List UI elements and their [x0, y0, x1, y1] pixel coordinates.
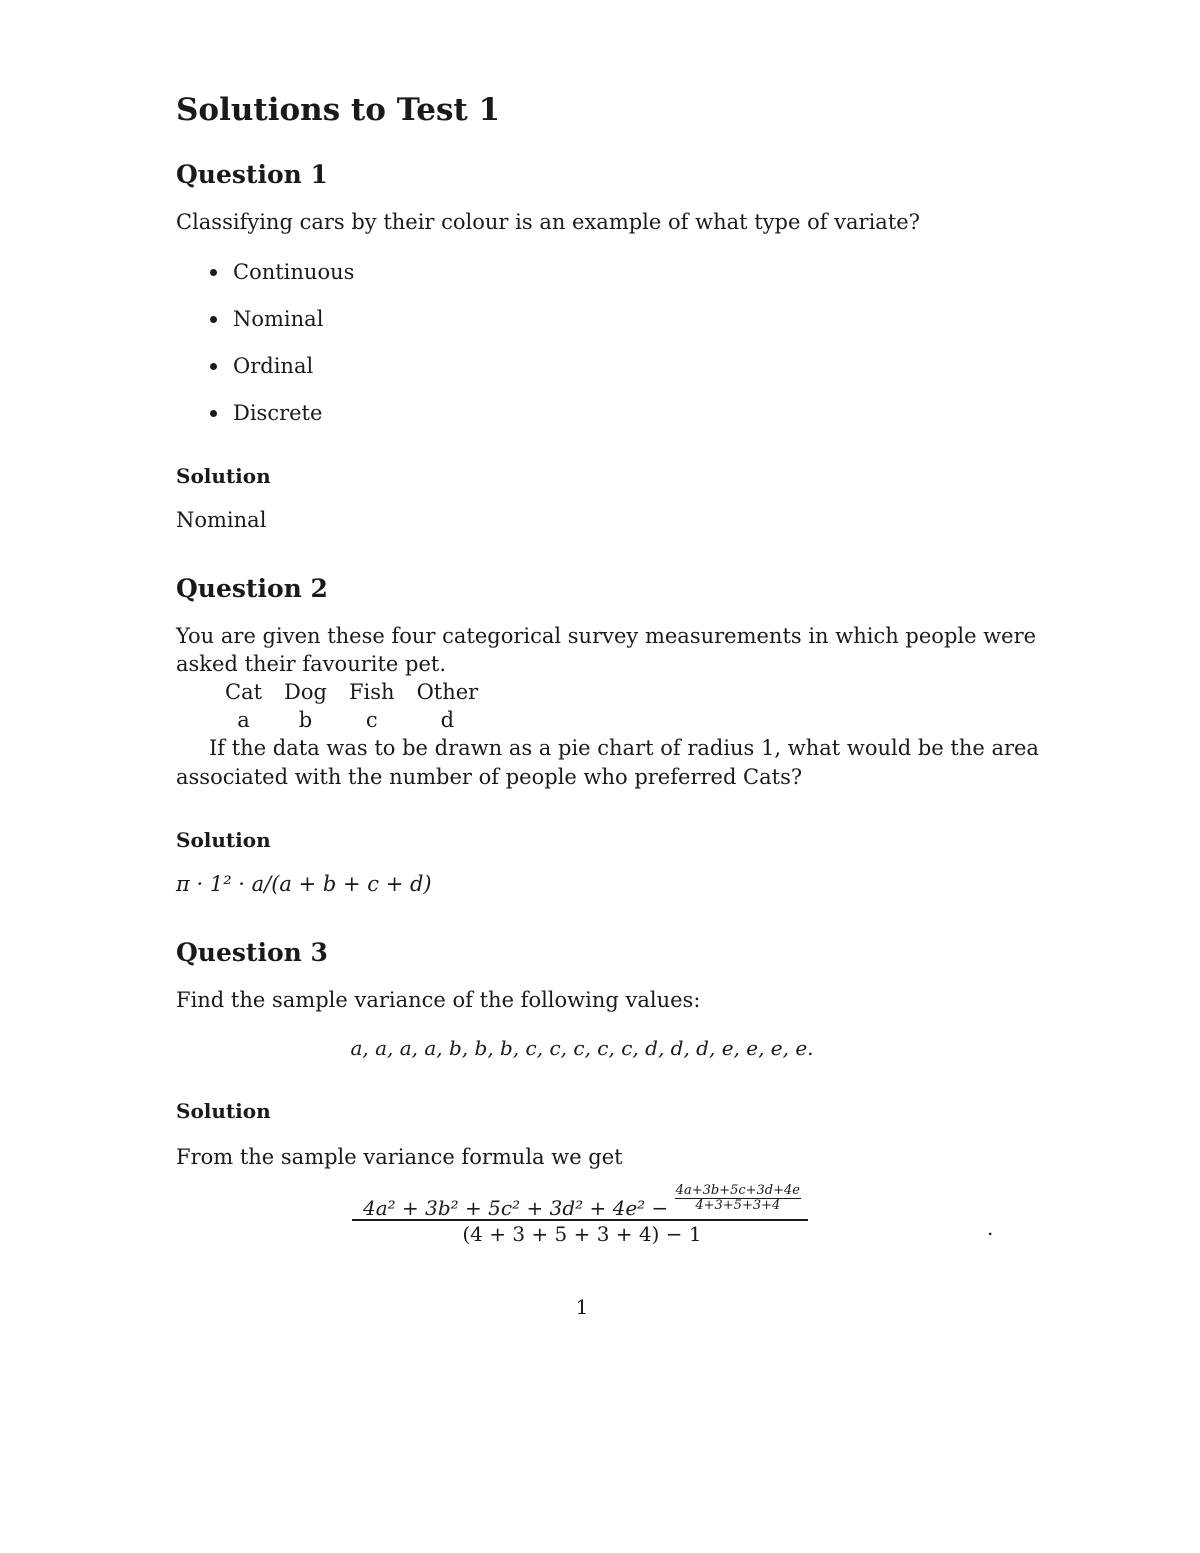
table-cell: d	[440, 708, 455, 732]
bullet-icon	[210, 410, 217, 417]
table-row	[214, 706, 489, 734]
question-3-prompt: Find the sample variance of the following values:	[176, 988, 701, 1012]
table-cell: a	[237, 708, 250, 732]
option-label: Continuous	[233, 260, 355, 284]
option-item	[210, 399, 354, 446]
question-1-answer: Nominal	[176, 508, 267, 532]
page-number: 1	[575, 1295, 589, 1319]
option-item	[210, 352, 354, 399]
table-cell: b	[298, 708, 313, 732]
table-header-cell: Cat	[225, 680, 263, 704]
question-1-heading: Question 1	[176, 160, 328, 189]
variance-formula	[352, 1184, 812, 1247]
question-3-solution-text: From the sample variance formula we get	[176, 1145, 623, 1169]
question-2-followup-line-1: If the data was to be drawn as a pie chart of radius 1, what would be the area	[209, 736, 1039, 760]
option-label: Ordinal	[233, 354, 314, 378]
question-2-answer: π · 1² · a/(a + b + c + d)	[176, 872, 432, 896]
fraction-bar	[352, 1219, 808, 1221]
question-3-values: a, a, a, a, b, b, b, c, c, c, c, c, d, d, d, e, e, e, e.	[350, 1036, 814, 1060]
question-1-options	[210, 258, 354, 446]
table-header-cell: Other	[416, 680, 479, 704]
bullet-icon	[210, 363, 217, 370]
question-2-prompt-line-2: asked their favourite pet.	[176, 652, 446, 676]
formula-denominator: (4 + 3 + 5 + 3 + 4) − 1	[462, 1222, 702, 1246]
question-2-prompt-line-1: You are given these four categorical survey measurements in which people were	[176, 624, 1037, 648]
bullet-icon	[210, 269, 217, 276]
option-item	[210, 305, 354, 352]
question-3-solution-heading: Solution	[176, 1099, 271, 1123]
page-title: Solutions to Test 1	[176, 92, 501, 128]
formula-inner-numerator: 4a+3b+5c+3d+4e	[675, 1183, 800, 1198]
bullet-icon	[210, 316, 217, 323]
question-1-solution-heading: Solution	[176, 464, 271, 488]
formula-numerator	[352, 1183, 812, 1220]
formula-inner-denominator: 4+3+5+3+4	[695, 1198, 781, 1213]
option-label: Nominal	[233, 307, 324, 331]
question-2-followup-line-2: associated with the number of people who preferred Cats?	[176, 765, 803, 789]
question-2-solution-heading: Solution	[176, 828, 271, 852]
table-cell: c	[365, 708, 378, 732]
pet-table	[214, 678, 489, 734]
table-header-cell: Fish	[348, 680, 395, 704]
question-3-heading: Question 3	[176, 938, 328, 967]
formula-inner-fraction	[675, 1184, 801, 1213]
table-row	[214, 678, 489, 706]
table-header-cell: Dog	[284, 680, 327, 704]
formula-numerator-main: 4a² + 3b² + 5c² + 3d² + 4e² −	[363, 1196, 669, 1220]
question-1-prompt: Classifying cars by their colour is an example of what type of variate?	[176, 210, 920, 234]
option-item	[210, 258, 354, 305]
formula-end-period: .	[987, 1216, 994, 1240]
question-2-heading: Question 2	[176, 574, 328, 603]
option-label: Discrete	[233, 401, 323, 425]
